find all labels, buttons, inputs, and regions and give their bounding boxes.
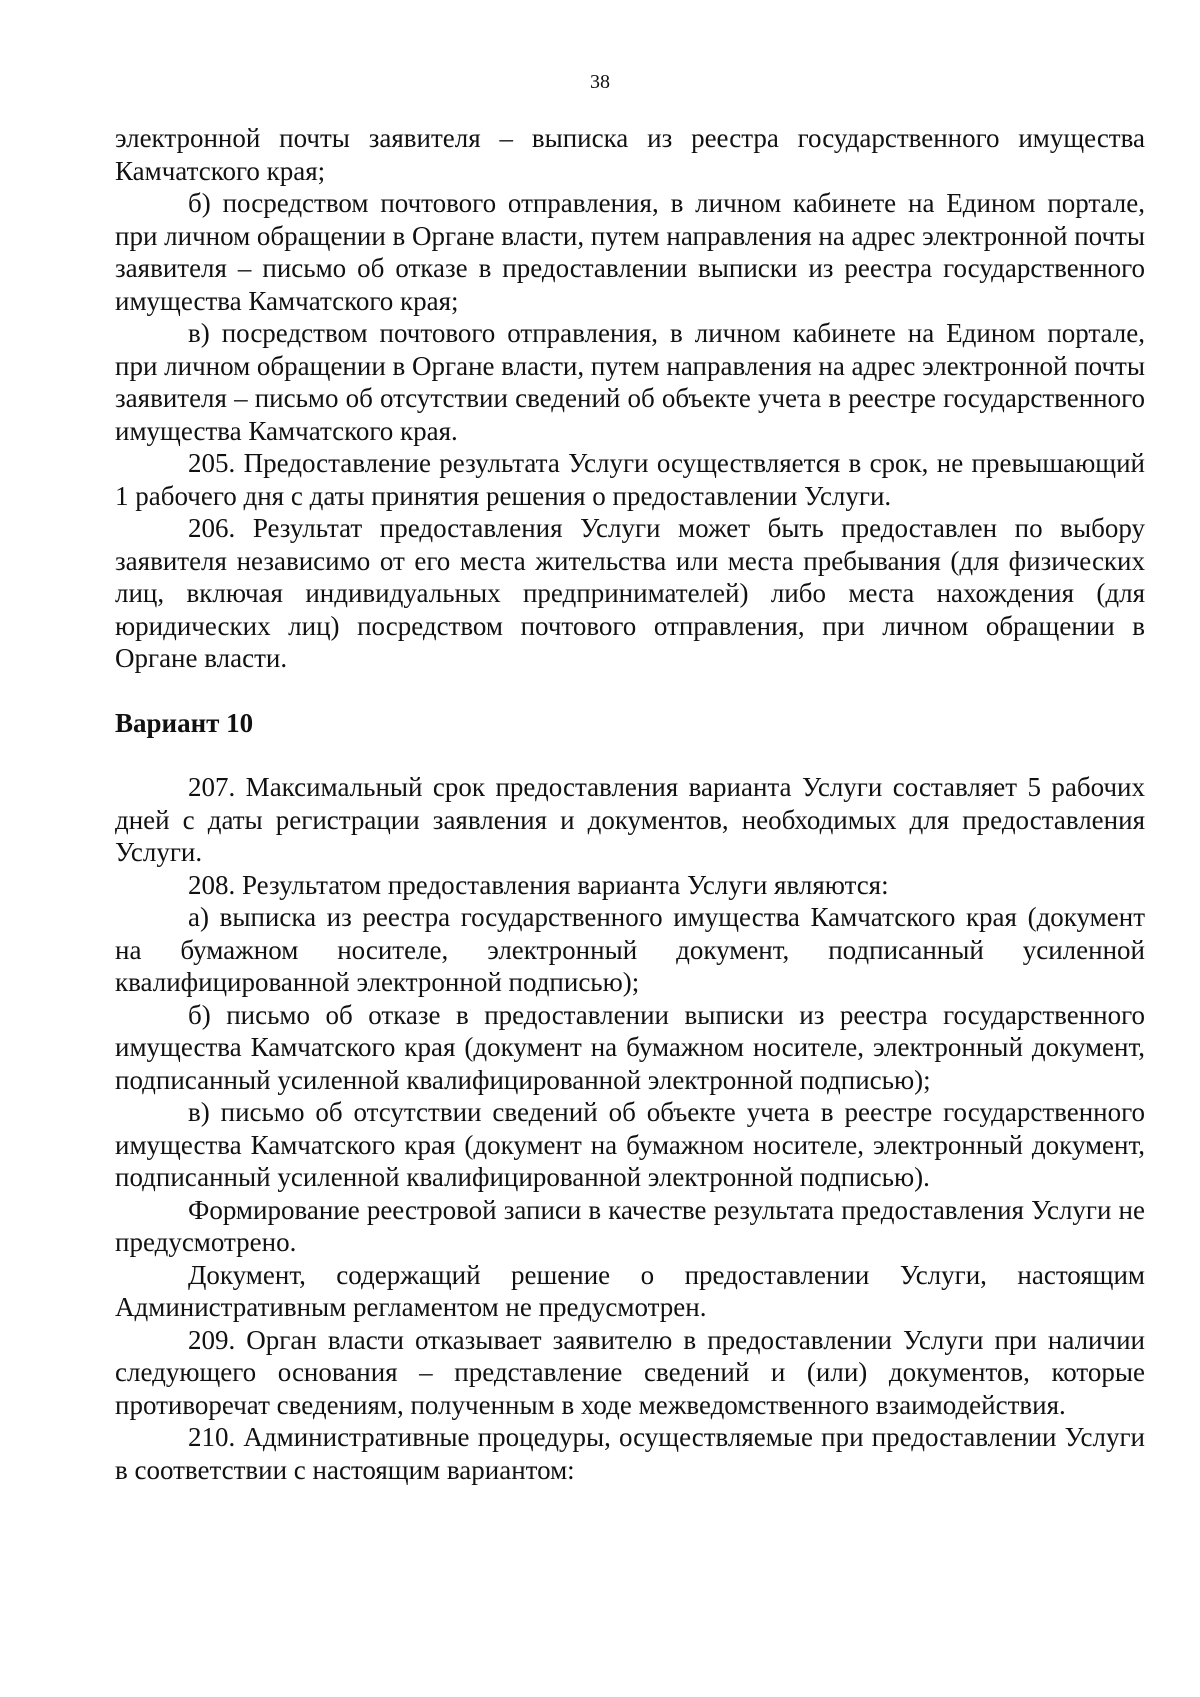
paragraph: в) посредством почтового отправления, в личном кабинете на Едином портале, при личном обращении в Органе власти, путем направления на адрес электронной почты заявителя – письмо об отсутствии сведений об объекте учета в реестре государственного имущества Камчатского края. xyxy=(115,318,1145,446)
paragraph-207: 207. Максимальный срок предоставления варианта Услуги составляет 5 рабочих дней с даты регистрации заявления и документов, необходимых для предоставления Услуги. xyxy=(115,772,1145,867)
paragraph-208-a: а) выписка из реестра государственного имущества Камчатского края (документ на бумажном носителе, электронный документ, подписанный усиленной квалифицированной электронной подписью); xyxy=(115,902,1145,997)
paragraph: электронной почты заявителя – выписка из реестра государственного имущества Камчатского края; xyxy=(115,123,1145,186)
page-number: 38 xyxy=(590,71,610,93)
section-heading: Вариант 10 xyxy=(115,707,254,738)
paragraph-208: 208. Результатом предоставления варианта Услуги являются: xyxy=(188,869,889,900)
paragraph-210: 210. Административные процедуры, осуществляемые при предоставлении Услуги в соответствии с настоящим вариантом: xyxy=(115,1422,1145,1485)
paragraph-208-v: в) письмо об отсутствии сведений об объекте учета в реестре государственного имущества Камчатского края (документ на бумажном носителе, электронный документ, подписанный усиленной квалифицированной электронной подписью). xyxy=(115,1097,1145,1192)
paragraph-205: 205. Предоставление результата Услуги осуществляется в срок, не превышающий 1 рабочего дня с даты принятия решения о предоставлении Услуги. xyxy=(115,448,1145,511)
paragraph: Формирование реестровой записи в качестве результата предоставления Услуги не предусмотрено. xyxy=(115,1194,1145,1257)
paragraph-208-b: б) письмо об отказе в предоставлении выписки из реестра государственного имущества Камчатского края (документ на бумажном носителе, электронный документ, подписанный усиленной квалифицированной электронной подписью); xyxy=(115,999,1145,1095)
paragraph-206: 206. Результат предоставления Услуги может быть предоставлен по выбору заявителя независимо от его места жительства или места пребывания (для физических лиц, включая индивидуальных предпринимателей) либо места нахождения (для юридических лиц) посредством почтового отправления, при личном обращении в Органе власти. xyxy=(115,513,1145,673)
paragraph-209: 209. Орган власти отказывает заявителю в предоставлении Услуги при наличии следующего основания – представление сведений и (или) документов, которые противоречат сведениям, полученным в ходе межведомственного взаимодействия. xyxy=(115,1324,1145,1420)
document-body xyxy=(115,122,1145,1486)
paragraph: Документ, содержащий решение о предоставлении Услуги, настоящим Административным регламентом не предусмотрен. xyxy=(115,1259,1145,1322)
paragraph: б) посредством почтового отправления, в личном кабинете на Едином портале, при личном обращении в Органе власти, путем направления на адрес электронной почты заявителя – письмо об отказе в предоставлении выписки из реестра государственного имущества Камчатского края; xyxy=(115,188,1145,316)
